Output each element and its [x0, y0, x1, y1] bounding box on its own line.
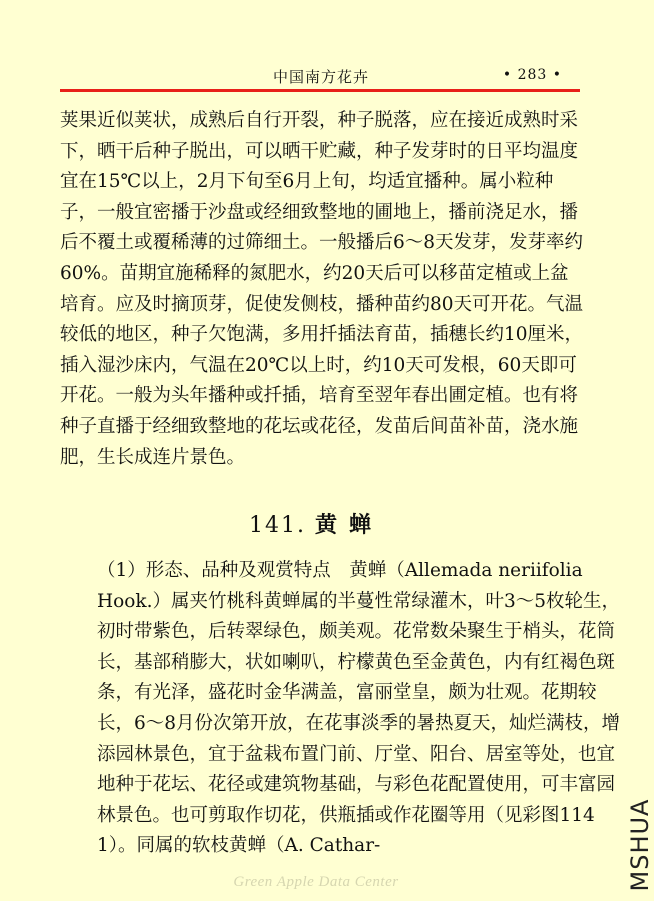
page-header [60, 62, 580, 90]
side-mark-text: MSHUA [626, 798, 654, 892]
running-title: 中国南方花卉 [273, 68, 370, 86]
section-heading [0, 508, 632, 539]
section-name: 黄蝉 [314, 513, 383, 538]
body-paragraph-1: 荚果近似荚状，成熟后自行开裂，种子脱落，应在接近成熟时采下，晒干后种子脱出，可以晒干贮藏，种子发芽时的日平均温度宜在15℃以上，2月下旬至6月上旬，均适宜播种。属小粒种子，一般宜密播于沙盘或经细致整地的圃地上，播前浇足水，播后不覆土或覆稀薄的过筛细土。一般播后6～8天发芽，发芽率约60%。苗期宜施稀释的氮肥水，约20天后可以移苗定植或上盆培育。应及时摘顶芽，促使发侧枝，播种苗约80天可开花。气温较低的地区，种子欠饱满，多用扦插法育苗，插穗长约10厘米，插入湿沙床内，气温在20℃以上时，约10天可发根，60天即可开花。一般为头年播种或扦插，培育至翌年春出圃定植。也有将种子直播于经细致整地的花坛或花径，发苗后间苗补苗，浇水施肥，生长成连片景色。 [60, 110, 584, 468]
section-number: 141. [249, 513, 306, 538]
body-paragraph-2: （1）形态、品种及观赏特点 黄蝉（Allemada neriifolia Hook.）属夹竹桃科黄蝉属的半蔓性常绿灌木，叶3～5枚轮生，初时带紫色，后转翠绿色，颇美观。花常数朵聚生于梢头，花筒长，基部稍膨大，状如喇叭，柠檬黄色至金黄色，内有红褐色斑条，有光泽，盛花时金华满盖，富丽堂皇，颇为壮观。花期较长，6～8月份次第开放，在花事淡季的暑热夏天，灿烂满枝，增添园林景色，宜于盆栽布置门前、厅堂、阳台、居室等处，也宜地种于花坛、花径或建筑物基础，与彩色花配置使用，可丰富园林景色。也可剪取作切花，供瓶插或作花圈等用（见彩图114 1）。同属的软枝黄蝉（A. Cathar- [97, 560, 621, 857]
page-number: • 283 • [502, 67, 562, 83]
header-rule [60, 89, 580, 92]
watermark: Green Apple Data Center [233, 874, 399, 890]
side-mark [592, 798, 654, 892]
